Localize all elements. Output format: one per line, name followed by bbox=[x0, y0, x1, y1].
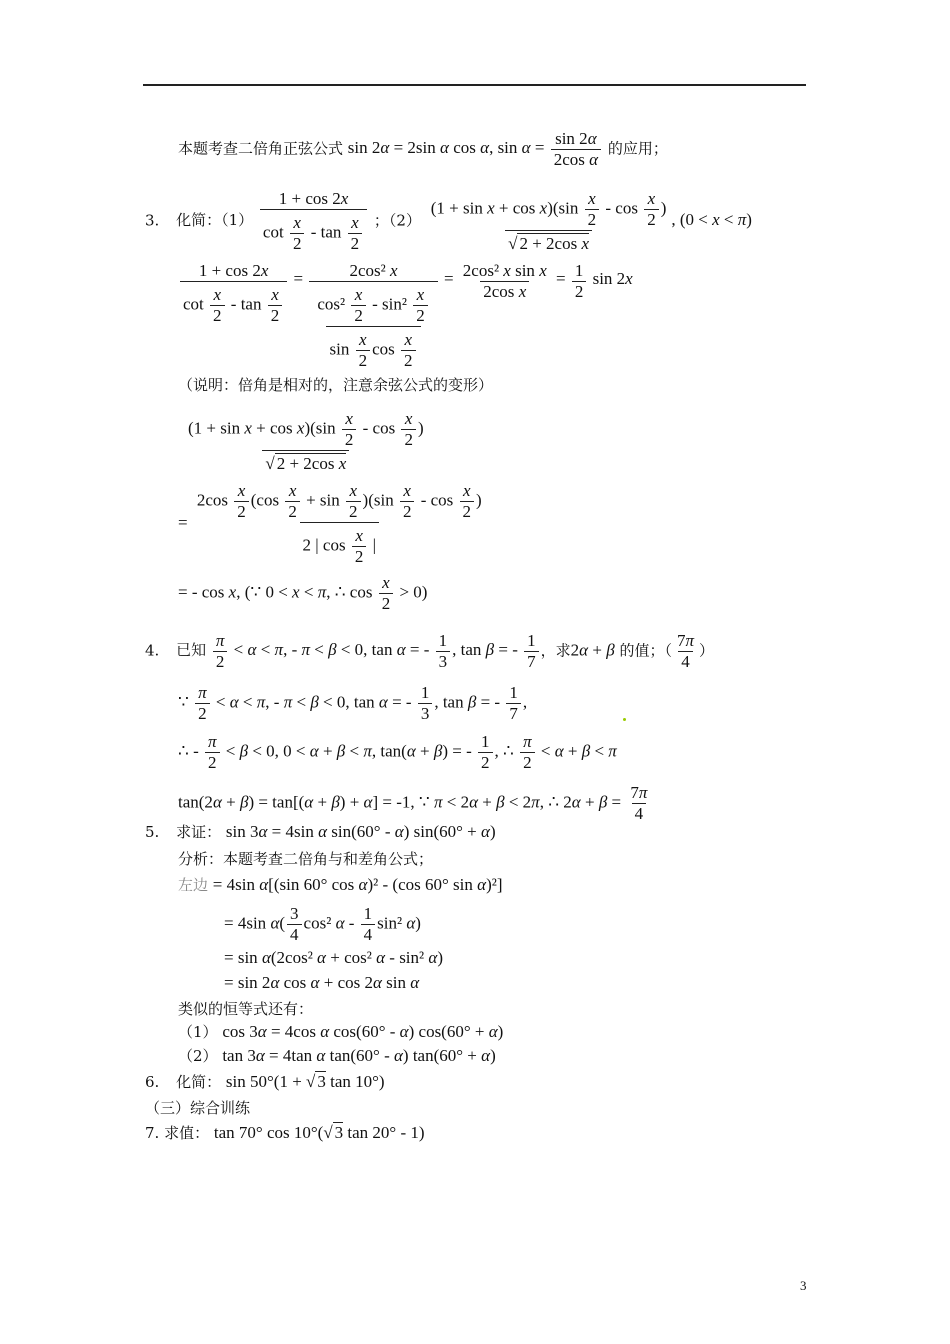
q3-line: 3. 化简：（1） 1 + cos 2x cot $\frac{x}{2}$ - tan $\frac{x}{2}$ ；（2） (1 + sin x + cos x)(sin $\frac{x}{2}$ - cos $\frac{x}{2}$ ) √ 2 + 2cos x , (0 < x < π) bbox=[145, 189, 752, 253]
q4-line: 4. 已知 $\frac{\pi}{2}$ < α < π, - π < β < 0, tan α = - $\frac{1}{3}$ , tan β = - $\frac{1}{7}$ ，求2α + β 的值；（ $\frac{7\pi}{4}$ ） bbox=[145, 631, 714, 671]
q4-label: 已知 bbox=[176, 641, 207, 660]
text-intro: 本题考查二倍角正弦公式 bbox=[178, 139, 344, 158]
q7-line: 7. 求值： tan 70° cos 10°(√ 3 tan 20° - 1) bbox=[145, 1123, 425, 1142]
q5-step-1: 左边 = 4sin α[(sin 60° cos α)² - (cos 60° sin α)²] bbox=[178, 875, 503, 894]
similar-1: （1） cos 3α = 4cos α cos(60° - α) cos(60° + α) bbox=[178, 1022, 504, 1041]
line-sin2a-formula: 本题考查二倍角正弦公式 sin 2α = 2sin α cos α, sin α = $\frac{\sin 2\alpha}{\text{2cos α}}$ 的应用； bbox=[178, 129, 668, 169]
q6-number: 6. bbox=[145, 1073, 160, 1091]
similar-heading: 类似的恒等式还有： bbox=[178, 1000, 314, 1018]
q4-step-2: ∴ - $\frac{\pi}{2}$ < β < 0, 0 < α + β < π, tan(α + β) = - $\frac{1}{2}$ , ∴ $\frac{\pi}{2}$ < α + β < π bbox=[178, 732, 617, 772]
q4-ask2: 的值；（ bbox=[619, 641, 672, 660]
q3-mid: ；（2） bbox=[373, 211, 421, 230]
q4-ask: ，求 bbox=[540, 641, 571, 660]
q4-step-1: ∵ $\frac{\pi}{2}$ < α < π, - π < β < 0, tan α = - $\frac{1}{3}$ , tan β = - $\frac{1}{7}$ , bbox=[178, 683, 528, 723]
q6-line: 6. 化简： sin 50°(1 + √ 3 tan 10°) bbox=[145, 1072, 385, 1091]
sim2-label: （2） bbox=[178, 1047, 218, 1065]
section-heading: （三）综合训练 bbox=[145, 1099, 251, 1117]
sim1-label: （1） bbox=[178, 1023, 218, 1041]
q5-step-2: = 4sin α( $\frac{3}{4}$ cos² α - $\frac{1}{4}$ sin² α) bbox=[224, 904, 421, 944]
q5-label: 求证： bbox=[176, 823, 222, 841]
q4-close: ） bbox=[698, 641, 714, 660]
page-number: 3 bbox=[800, 1278, 807, 1293]
similar-2: （2） tan 3α = 4tan α tan(60° - α) tan(60° + α) bbox=[178, 1046, 496, 1065]
stray-mark bbox=[623, 718, 626, 721]
q5-step-4: = sin 2α cos α + cos 2α sin α bbox=[224, 973, 420, 992]
q5-step-3: = sin α(2cos² α + cos² α - sin² α) bbox=[224, 948, 443, 967]
q3-number: 3. bbox=[145, 211, 160, 230]
q3-solution-2b: = 2cos $\frac{x}{2}$ (cos $\frac{x}{2}$ + sin $\frac{x}{2}$ )(sin $\frac{x}{2}$ - cos $\frac{x}{2}$ ) 2 | cos $\frac{x}{2}$ | bbox=[178, 481, 482, 566]
header-rule bbox=[143, 84, 806, 86]
q3-solution-1: 1 + cos 2x cot $\frac{x}{2}$ - tan $\frac{x}{2}$ = 2cos² x cos² $\frac{x}{2}$ - sin² $\frac{x}{2}$ sin $\frac{x}{2}$ cos $\frac{x}{2}$ = $\frac{\text{2cos² x sin x}}{\text{2cos x}}$ = $\frac{1}{2}$ sin 2x bbox=[178, 262, 633, 370]
q5-number: 5. bbox=[145, 823, 160, 841]
q7-label: 7. 求值： bbox=[145, 1124, 210, 1142]
q3-solution-2c: = - cos x, (∵ 0 < x < π, ∴ cos $\frac{x}{2}$ > 0) bbox=[178, 573, 428, 613]
q3-label: 化简：（1） bbox=[176, 211, 254, 230]
text-application: 的应用； bbox=[607, 139, 668, 158]
note-line: （说明：倍角是相对的，注意余弦公式的变形） bbox=[178, 376, 494, 394]
q4-step-3: tan(2α + β) = tan[(α + β) + α] = -1, ∵ π < 2α + β < 2π, ∴ 2α + β = $\frac{7\pi}{4}$ bbox=[178, 783, 648, 823]
q4-number: 4. bbox=[145, 641, 160, 660]
q3-solution-2a: (1 + sin x + cos x)(sin $\frac{x}{2}$ - cos $\frac{x}{2}$ ) √ 2 + 2cos x bbox=[188, 409, 424, 473]
left-side-label: 左边 bbox=[178, 876, 209, 894]
q5-line: 5. 求证： sin 3α = 4sin α sin(60° - α) sin(60° + α) bbox=[145, 822, 496, 841]
q6-label: 化简： bbox=[176, 1073, 222, 1091]
q5-analysis: 分析：本题考查二倍角与和差角公式； bbox=[178, 850, 434, 868]
